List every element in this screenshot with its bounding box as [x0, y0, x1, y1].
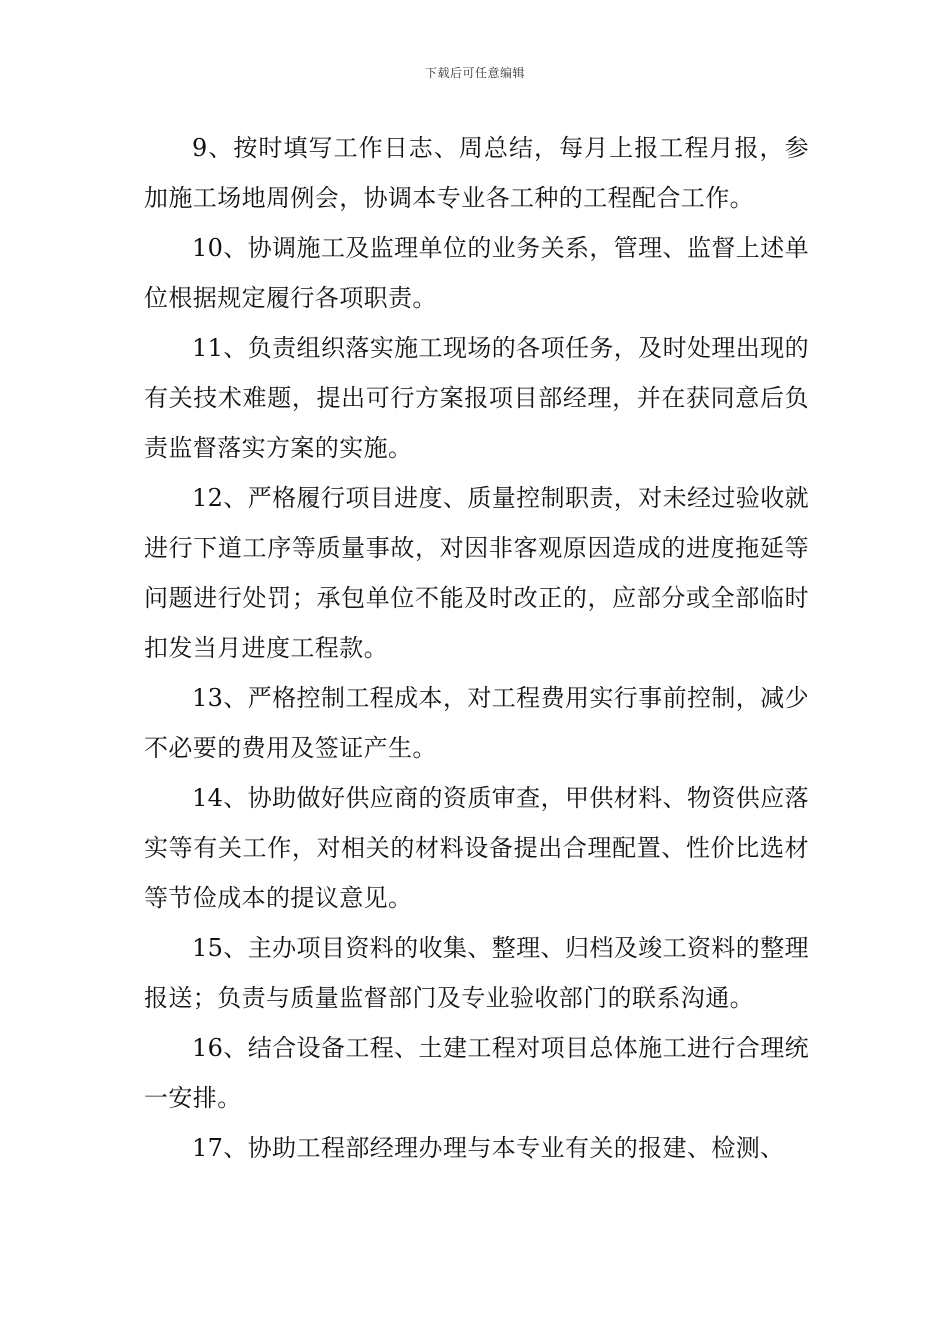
- paragraph-item-12: 12、严格履行项目进度、质量控制职责，对未经过验收就进行下道工序等质量事故，对因非客观原因造成的进度拖延等问题进行处罚；承包单位不能及时改正的，应部分或全部临时扣发当月进度工程款。: [144, 484, 809, 662]
- paragraph-item-14: 14、协助做好供应商的资质审查，甲供材料、物资供应落实等有关工作，对相关的材料设备提出合理配置、性价比选材等节俭成本的提议意见。: [144, 784, 809, 912]
- paragraph-item-13: 13、严格控制工程成本，对工程费用实行事前控制，减少不必要的费用及签证产生。: [144, 684, 809, 762]
- page-header-note: 下载后可任意编辑: [424, 66, 525, 80]
- paragraph-item-17: 17、协助工程部经理办理与本专业有关的报建、检测、: [192, 1134, 785, 1162]
- paragraph-item-10: 10、协调施工及监理单位的业务关系，管理、监督上述单位根据规定履行各项职责。: [144, 234, 809, 312]
- document-body: [144, 123, 809, 1173]
- paragraph-item-9: 9、按时填写工作日志、周总结，每月上报工程月报，参加施工场地周例会，协调本专业各工种的工程配合工作。: [144, 134, 809, 212]
- paragraph-item-16: 16、结合设备工程、土建工程对项目总体施工进行合理统一安排。: [144, 1034, 809, 1112]
- paragraph-item-11: 11、负责组织落实施工现场的各项任务，及时处理出现的有关技术难题，提出可行方案报项目部经理，并在获同意后负责监督落实方案的实施。: [144, 334, 809, 462]
- paragraph-item-15: 15、主办项目资料的收集、整理、归档及竣工资料的整理报送；负责与质量监督部门及专业验收部门的联系沟通。: [144, 934, 809, 1012]
